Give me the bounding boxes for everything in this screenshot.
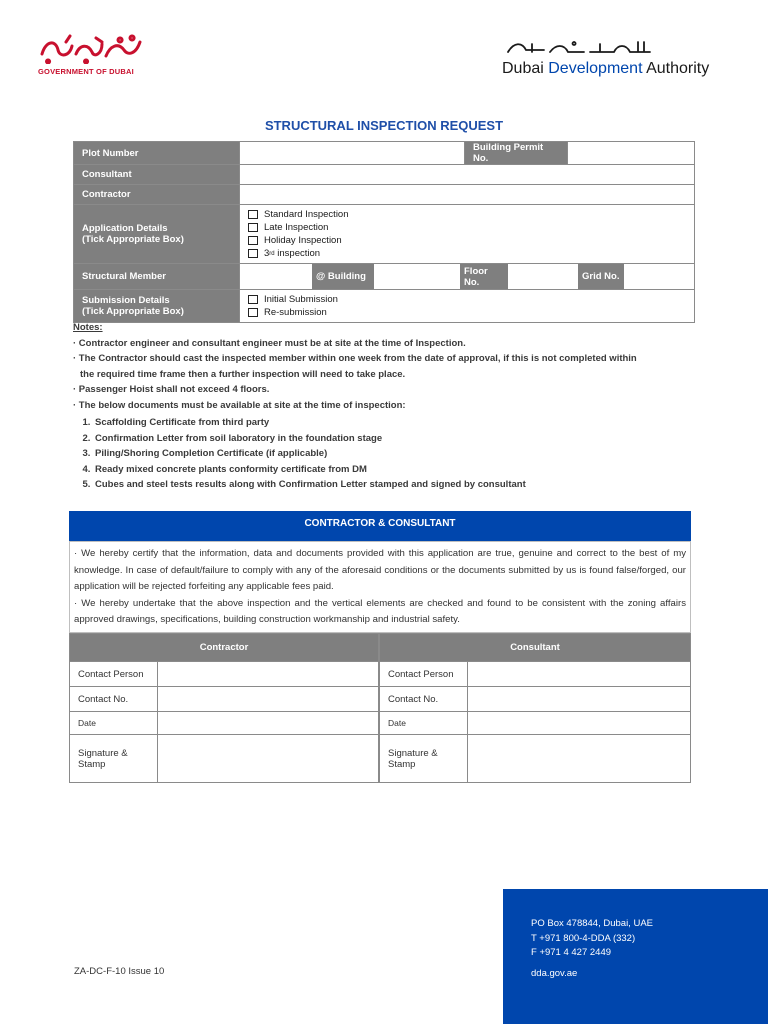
- form-title: STRUCTURAL INSPECTION REQUEST: [264, 118, 504, 133]
- contractor-consultant-heading: CONTRACTOR & CONSULTANT: [69, 511, 691, 541]
- contact-person-label: Contact Person: [380, 662, 468, 687]
- contractor-field[interactable]: [240, 185, 695, 205]
- consultant-contact-person-field[interactable]: [468, 662, 691, 687]
- dda-arabic-wordmark-icon: [504, 38, 654, 58]
- note-item-continuation: the required time frame then a further inspection will need to take place.: [80, 368, 406, 380]
- stamp-label-line: Stamp: [78, 758, 106, 770]
- at-building-label: @ Building: [312, 264, 374, 289]
- submission-details-title: Submission Details: [82, 295, 170, 306]
- signature-stamp-label: [380, 735, 468, 783]
- form-code: ZA-DC-F-10 Issue 10: [74, 966, 165, 977]
- application-details-title: Application Details: [82, 223, 168, 234]
- consultant-signature-field[interactable]: [468, 735, 691, 783]
- gov-logo-text: GOVERNMENT OF DUBAI: [38, 67, 134, 76]
- consultant-label: Consultant: [74, 165, 240, 185]
- re-submission-option[interactable]: [248, 306, 686, 319]
- consultant-signature-table: [379, 633, 691, 783]
- dda-name-development: Development: [548, 60, 643, 77]
- declaration-statement: · We hereby undertake that the above inspection and the vertical elements are checked and found to be consistent with the zoning affairs approved drawings, specifications, building construction workmanship and industrial safety.: [74, 597, 686, 625]
- option-label: Standard Inspection: [264, 209, 349, 220]
- consultant-date-field[interactable]: [468, 712, 691, 735]
- address-line: PO Box 478844, Dubai, UAE: [531, 918, 653, 929]
- structural-member-field[interactable]: [240, 264, 312, 289]
- contractor-contact-no-field[interactable]: [158, 687, 379, 712]
- date-label: Date: [380, 712, 468, 735]
- checkbox[interactable]: [248, 210, 258, 219]
- declaration-statement: · We hereby certify that the information, data and documents provided with this application are true, genuine and correct to the best of my knowledge. In case of default/failure to comply with any of the aforesaid conditions or the documents submitted by us is found false/forged, our application will be rejected forfeiting any applicable fees paid.: [74, 548, 686, 592]
- contractor-signature-field[interactable]: [158, 735, 379, 783]
- signature-stamp-label: [70, 735, 158, 783]
- dda-logo-text: [502, 60, 709, 78]
- checkbox[interactable]: [248, 308, 258, 317]
- declaration-text: [69, 541, 691, 633]
- note-item: · The Contractor should cast the inspected member within one week from the date of approval, if this is not completed within: [73, 353, 637, 364]
- consultant-contact-no-field[interactable]: [468, 687, 691, 712]
- notes-section: [73, 320, 697, 493]
- signature-label-line: Signature &: [78, 747, 128, 759]
- grid-no-label: Grid No.: [578, 264, 624, 289]
- option-label: Initial Submission: [264, 294, 338, 305]
- late-inspection-option[interactable]: [248, 221, 686, 234]
- contractor-label: Contractor: [74, 185, 240, 205]
- option-label-number: 3: [264, 248, 270, 259]
- phone-line: T +971 800-4-DDA (332): [531, 932, 636, 944]
- contact-no-label: Contact No.: [380, 687, 468, 712]
- building-permit-field[interactable]: [568, 142, 695, 165]
- holiday-inspection-option[interactable]: [248, 234, 686, 247]
- at-building-field[interactable]: [374, 264, 460, 289]
- submission-options-cell: [240, 290, 695, 323]
- ordinal-suffix: rd: [269, 250, 275, 257]
- checkbox[interactable]: [248, 236, 258, 245]
- plot-number-field[interactable]: [240, 142, 465, 165]
- application-details-label: [74, 205, 240, 264]
- stamp-label-line: Stamp: [388, 758, 416, 770]
- structural-member-cell: [240, 264, 695, 290]
- contractor-column-header: Contractor: [70, 634, 379, 662]
- plot-number-label: Plot Number: [74, 142, 240, 165]
- floor-no-field[interactable]: [508, 264, 578, 289]
- application-options-cell: [240, 205, 695, 264]
- application-tick-hint: (Tick Appropriate Box): [82, 234, 184, 245]
- website-link[interactable]: dda.gov.ae: [531, 967, 578, 979]
- option-label: Re-submission: [264, 307, 327, 318]
- grid-no-field[interactable]: [624, 264, 694, 289]
- checkbox[interactable]: [248, 295, 258, 304]
- submission-tick-hint: (Tick Appropriate Box): [82, 306, 184, 317]
- document-item: 2. Confirmation Letter from soil laboratory in the foundation stage: [93, 431, 697, 447]
- document-item: 1. Scaffolding Certificate from third party: [93, 415, 697, 431]
- contact-person-label: Contact Person: [70, 662, 158, 687]
- consultant-column-header: Consultant: [380, 634, 691, 662]
- dda-name-authority: Authority: [642, 60, 710, 77]
- note-item: · Contractor engineer and consultant engineer must be at site at the time of Inspection.: [73, 337, 466, 349]
- contractor-contact-person-field[interactable]: [158, 662, 379, 687]
- dda-name-dubai: Dubai: [502, 60, 549, 77]
- consultant-field[interactable]: [240, 165, 695, 185]
- initial-submission-option[interactable]: [248, 293, 686, 306]
- government-of-dubai-logo: [36, 32, 146, 78]
- document-item: 5. Cubes and steel tests results along with Confirmation Letter stamped and signed by consultant: [93, 477, 697, 493]
- option-label: Late Inspection: [264, 222, 329, 233]
- contractor-date-field[interactable]: [158, 712, 379, 735]
- fax-line: F +971 4 427 2449: [531, 947, 612, 958]
- signature-label-line: Signature &: [388, 747, 438, 759]
- contact-no-label: Contact No.: [70, 687, 158, 712]
- checkbox[interactable]: [248, 249, 258, 258]
- third-inspection-option[interactable]: [248, 247, 686, 260]
- submission-details-label: [74, 290, 240, 323]
- checkbox[interactable]: [248, 223, 258, 232]
- option-label: Holiday Inspection: [264, 235, 342, 246]
- floor-no-label: Floor No.: [460, 264, 508, 289]
- date-label: Date: [70, 712, 158, 735]
- required-documents-list: [75, 415, 697, 493]
- building-permit-label: Building Permit No.: [465, 142, 568, 165]
- gov-arabic-calligraphy-icon: [36, 32, 146, 64]
- notes-heading: Notes:: [73, 322, 103, 333]
- document-item: 4. Ready mixed concrete plants conformity certificate from DM: [93, 462, 697, 478]
- request-details-table: [73, 141, 695, 323]
- document-item: 3. Piling/Shoring Completion Certificate (if applicable): [93, 446, 697, 462]
- contact-footer-box: [503, 889, 768, 1024]
- note-item: · Passenger Hoist shall not exceed 4 floors.: [73, 384, 270, 395]
- dda-logo: [500, 38, 740, 84]
- structural-member-label: Structural Member: [74, 264, 240, 290]
- standard-inspection-option[interactable]: [248, 208, 686, 221]
- option-label: inspection: [277, 248, 321, 259]
- contractor-signature-table: [69, 633, 379, 783]
- note-item: · The below documents must be available at site at the time of inspection:: [73, 399, 406, 411]
